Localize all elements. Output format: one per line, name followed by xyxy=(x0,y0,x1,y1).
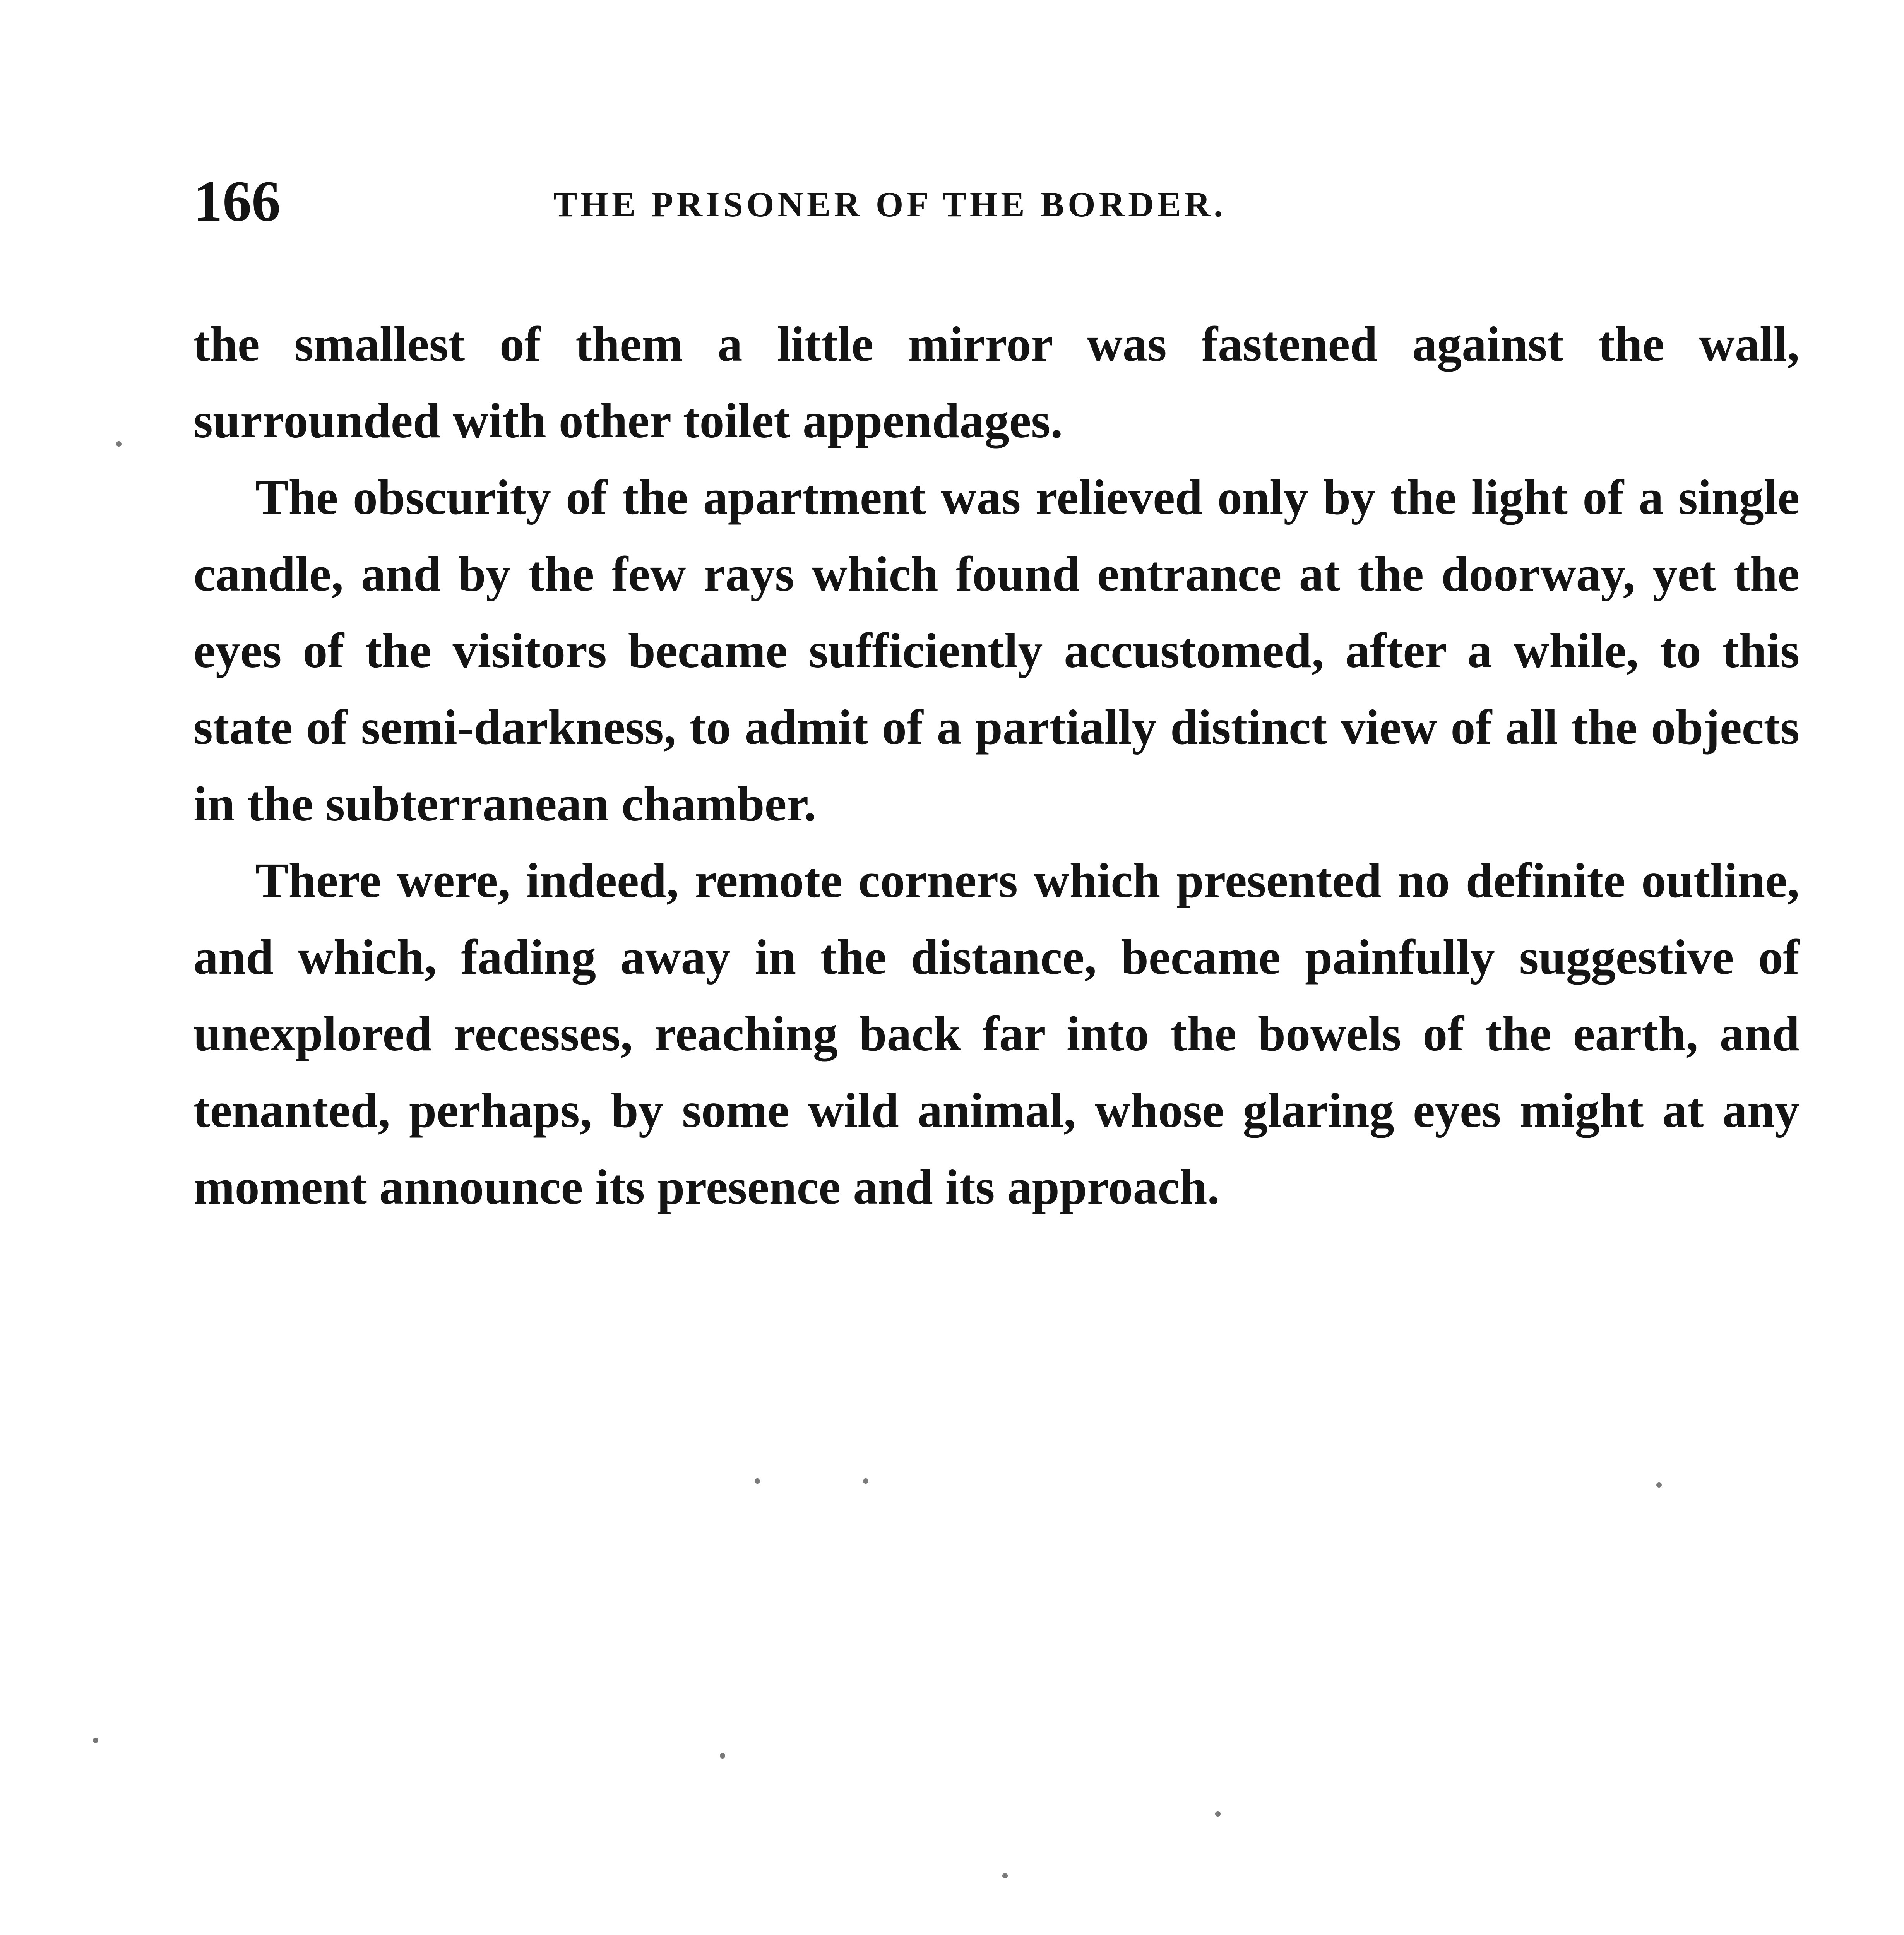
scan-speck xyxy=(720,1753,725,1759)
paragraph-continued: the smallest of them a little mirror was fastened against the wall, surrounded with other toilet appendages. xyxy=(193,317,1800,448)
scan-speck xyxy=(1215,1811,1221,1817)
scan-speck xyxy=(863,1478,868,1484)
scan-speck xyxy=(116,441,122,447)
scan-speck xyxy=(755,1478,760,1484)
scan-speck xyxy=(93,1738,98,1743)
body-text xyxy=(193,306,1800,1225)
page-number: 166 xyxy=(193,169,281,233)
paragraph: There were, indeed, remote corners which presented no definite outline, and which, fading away in the distance, became painfully suggestive of unexplored recesses, reaching back far into the bowels of the earth, and tenanted, perhaps, by some wild animal, whose glaring eyes might at any moment announce its presence and its approach. xyxy=(193,853,1800,1214)
scan-speck xyxy=(1656,1482,1662,1488)
running-title: THE PRISONER OF THE BORDER. xyxy=(553,185,1226,224)
paragraph: The obscurity of the apartment was relieved only by the light of a single candle, and by the few rays which found entrance at the doorway, yet the eyes of the visitors became sufficiently accustomed, after a while, to this state of semi-darkness, to admit of a partially distinct view of all the objects in the subterranean chamber. xyxy=(193,470,1800,831)
scan-speck xyxy=(1002,1873,1008,1878)
running-head xyxy=(193,166,1722,236)
